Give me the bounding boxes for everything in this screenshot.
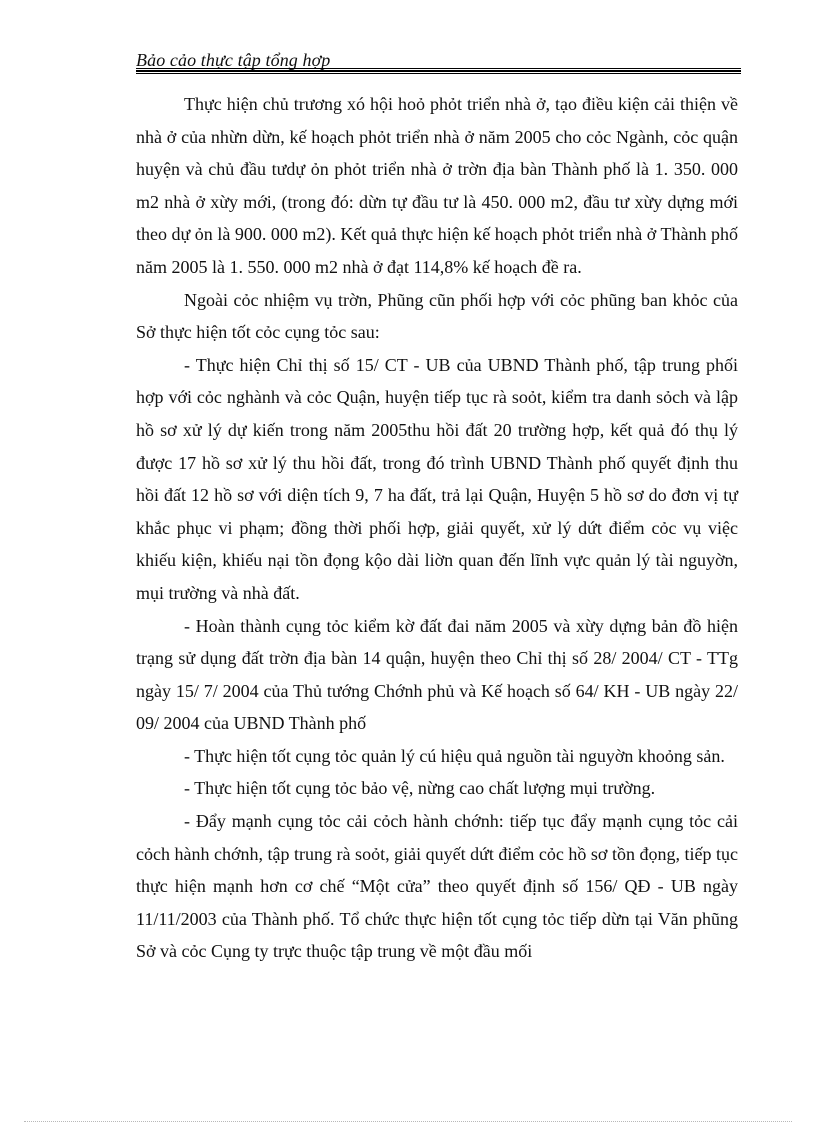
paragraph-coordination-intro: Ngoài cỏc nhiệm vụ trờn, Phũng cũn phối hợp với cỏc phũng ban khỏc của Sở thực hiện tốt cỏc cụng tỏc sau: [136,289,738,343]
paragraph-housing-plan: Thực hiện chủ trương xó hội hoỏ phỏt triển nhà ở, tạo điều kiện cải thiện về nhà ở của nhừn dừn, kế hoạch phỏt triển nhà ở năm 2005 cho cỏc Ngành, cỏc quận huyện và chủ đầu tưdự ỏn phỏt triển nhà ở trờn địa bàn Thành phố là 1. 350. 000 m2 nhà ở xừy mới, (trong đó: dừn tự đầu tư là 450. 000 m2, đầu tư xừy dựng mới theo dự ỏn là 900. 000 m2). Kết quả thực hiện kế hoạch phỏt triển nhà ở Thành phố năm 2005 là 1. 550. 000 m2 nhà ở đạt 114,8% kế hoạch đề ra. [136,94,738,277]
paragraph-directive-15: - Thực hiện Chỉ thị số 15/ CT - UB của UBND Thành phố, tập trung phối hợp với cỏc nghành và cỏc Quận, huyện tiếp tục rà soỏt, kiểm tra danh sỏch và lập hồ sơ xử lý dự kiến trong năm 2005thu hồi đất 20 trường hợp, kết quả đó thụ lý được 17 hồ sơ xử lý thu hồi đất, trong đó trình UBND Thành phố quyết định thu hồi đất 12 hồ sơ với diện tích 9, 7 ha đất, trả lại Quận, Huyện 5 hồ sơ do đơn vị tự khắc phục vi phạm; đồng thời phối hợp, giải quyết, xử lý dứt điểm cỏc vụ việc khiếu kiện, khiếu nại tồn đọng kộo dài liờn quan đến lĩnh vực quản lý tài nguyờn, mụi trường và nhà đất. [136,354,738,603]
body-text [136,88,738,968]
page-bottom-dotted-line [24,1121,792,1122]
paragraph-admin-reform: - Đẩy mạnh cụng tỏc cải cỏch hành chớnh: tiếp tục đẩy mạnh cụng tỏc cải cỏch hành chớnh, tập trung rà soỏt, giải quyết dứt điểm cỏc hồ sơ tồn đọng, tiếp tục thực hiện mạnh hơn cơ chế “Một cửa” theo quyết định số 156/ QĐ - UB ngày 11/11/2003 của Thành phố. Tổ chức thực hiện tốt cụng tỏc tiếp dừn tại Văn phũng Sở và cỏc Cụng ty trực thuộc tập trung về một đầu mối [136,811,738,962]
header-rule-top [136,68,741,69]
header-rule-bottom [136,73,741,74]
paragraph-mineral-resources: - Thực hiện tốt cụng tỏc quản lý cú hiệu quả nguồn tài nguyờn khoỏng sản. [184,745,725,766]
page-header [136,48,741,74]
paragraph-environment: - Thực hiện tốt cụng tỏc bảo vệ, nừng cao chất lượng mụi trường. [184,778,656,799]
header-rule-thick [136,70,741,72]
header-title: Bảo cảo thực tập tổng hợp [136,50,331,70]
paragraph-land-inventory: - Hoàn thành cụng tỏc kiểm kờ đất đai năm 2005 và xừy dựng bản đồ hiện trạng sử dụng đất trờn địa bàn 14 quận, huyện theo Chỉ thị số 28/ 2004/ CT - TTg ngày 15/ 7/ 2004 của Thủ tướng Chớnh phủ và Kế hoạch số 64/ KH - UB ngày 22/ 09/ 2004 của UBND Thành phố [136,615,738,734]
